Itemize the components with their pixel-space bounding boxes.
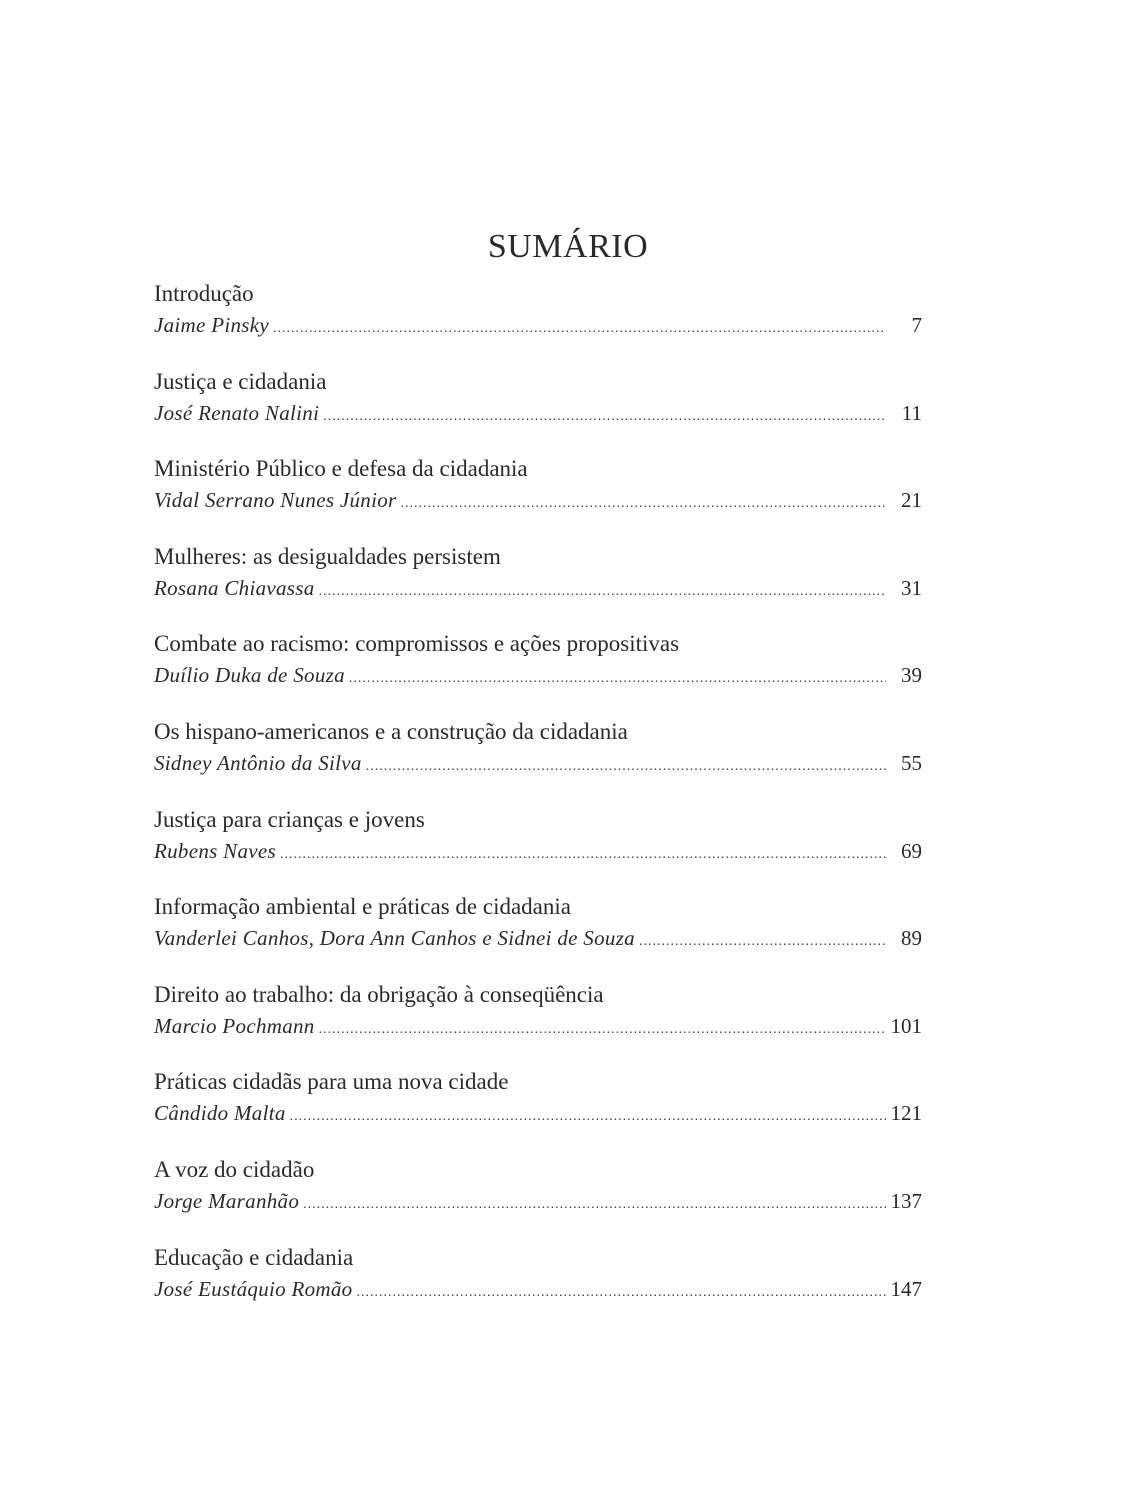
dot-leader: [319, 577, 886, 607]
chapter-author: Duílio Duka de Souza: [154, 663, 345, 688]
chapter-author-line: [154, 485, 922, 515]
chapter-title: Direito ao trabalho: da obrigação à conseqüência: [154, 981, 604, 1007]
page-title: SUMÁRIO: [487, 227, 649, 265]
page-number: 39: [901, 663, 922, 688]
chapter-author-line: [154, 1274, 922, 1304]
toc-entry[interactable]: [154, 1066, 922, 1154]
page-number: 7: [911, 313, 922, 337]
chapter-author: Rubens Naves: [154, 838, 276, 863]
toc-entry[interactable]: [154, 716, 922, 804]
chapter-author: Jaime Pinsky: [154, 313, 269, 337]
page-number: 101: [890, 1013, 922, 1038]
table-of-contents: [154, 278, 922, 1329]
chapter-author: Sidney Antônio da Silva: [154, 750, 362, 775]
dot-leader: [323, 402, 886, 432]
chapter-title: Práticas cidadãs para uma nova cidade: [154, 1069, 509, 1095]
toc-entry[interactable]: [154, 1242, 922, 1330]
chapter-author-line: [154, 923, 922, 953]
chapter-author: Vanderlei Canhos, Dora Ann Canhos e Sidnei de Souza: [154, 926, 635, 951]
page-number: 21: [901, 488, 922, 513]
chapter-author-line: [154, 573, 922, 603]
chapter-title: Combate ao racismo: compromissos e ações propositivas: [154, 631, 680, 657]
page-number: 69: [901, 838, 922, 863]
chapter-author-line: [154, 398, 922, 428]
chapter-author: Marcio Pochmann: [154, 1013, 315, 1038]
chapter-author-line: [154, 1011, 922, 1041]
chapter-author-line: [154, 748, 922, 778]
toc-entry[interactable]: [154, 278, 922, 366]
toc-entry[interactable]: [154, 979, 922, 1067]
chapter-title: Justiça para crianças e jovens: [154, 806, 425, 832]
page-number: 147: [890, 1276, 922, 1301]
dot-leader: [366, 752, 886, 782]
chapter-author-line: [154, 660, 922, 690]
chapter-title: Educação e cidadania: [154, 1244, 354, 1270]
chapter-author: Vidal Serrano Nunes Júnior: [154, 488, 397, 513]
toc-entry[interactable]: [154, 804, 922, 892]
toc-entry[interactable]: [154, 541, 922, 629]
dot-leader: [303, 1190, 886, 1220]
toc-entry[interactable]: [154, 453, 922, 541]
chapter-title: Mulheres: as desigualdades persistem: [154, 543, 501, 569]
dot-leader: [349, 664, 886, 694]
chapter-author: Rosana Chiavassa: [154, 575, 315, 600]
chapter-title: Introdução: [154, 281, 254, 306]
dot-leader: [356, 1278, 886, 1308]
dot-leader: [639, 927, 886, 957]
chapter-title: Ministério Público e defesa da cidadania: [154, 456, 528, 482]
chapter-author: José Eustáquio Romão: [154, 1276, 353, 1301]
dot-leader: [280, 840, 886, 870]
dot-leader: [290, 1102, 886, 1132]
chapter-author-line: [154, 1186, 922, 1216]
toc-entry[interactable]: [154, 891, 922, 979]
page-number: 55: [901, 750, 922, 775]
page-number: 121: [890, 1101, 922, 1126]
chapter-author: Jorge Maranhão: [154, 1188, 300, 1213]
chapter-title: Justiça e cidadania: [154, 368, 327, 394]
dot-leader: [273, 314, 886, 344]
page-number: 137: [890, 1188, 922, 1213]
page-number: 31: [901, 575, 922, 600]
toc-entry[interactable]: [154, 628, 922, 716]
toc-entry[interactable]: [154, 1154, 922, 1242]
chapter-title: Os hispano-americanos e a construção da cidadania: [154, 718, 628, 744]
dot-leader: [400, 489, 886, 519]
chapter-author: José Renato Nalini: [154, 400, 320, 425]
chapter-author-line: [154, 836, 922, 866]
toc-entry[interactable]: [154, 366, 922, 454]
page-number: 89: [901, 926, 922, 951]
chapter-author-line: [154, 310, 922, 340]
chapter-title: Informação ambiental e práticas de cidadania: [154, 894, 571, 920]
chapter-title: A voz do cidadão: [154, 1156, 315, 1182]
dot-leader: [319, 1015, 886, 1045]
page-number: 11: [901, 400, 922, 425]
chapter-author-line: [154, 1098, 922, 1128]
chapter-author: Cândido Malta: [154, 1101, 286, 1126]
